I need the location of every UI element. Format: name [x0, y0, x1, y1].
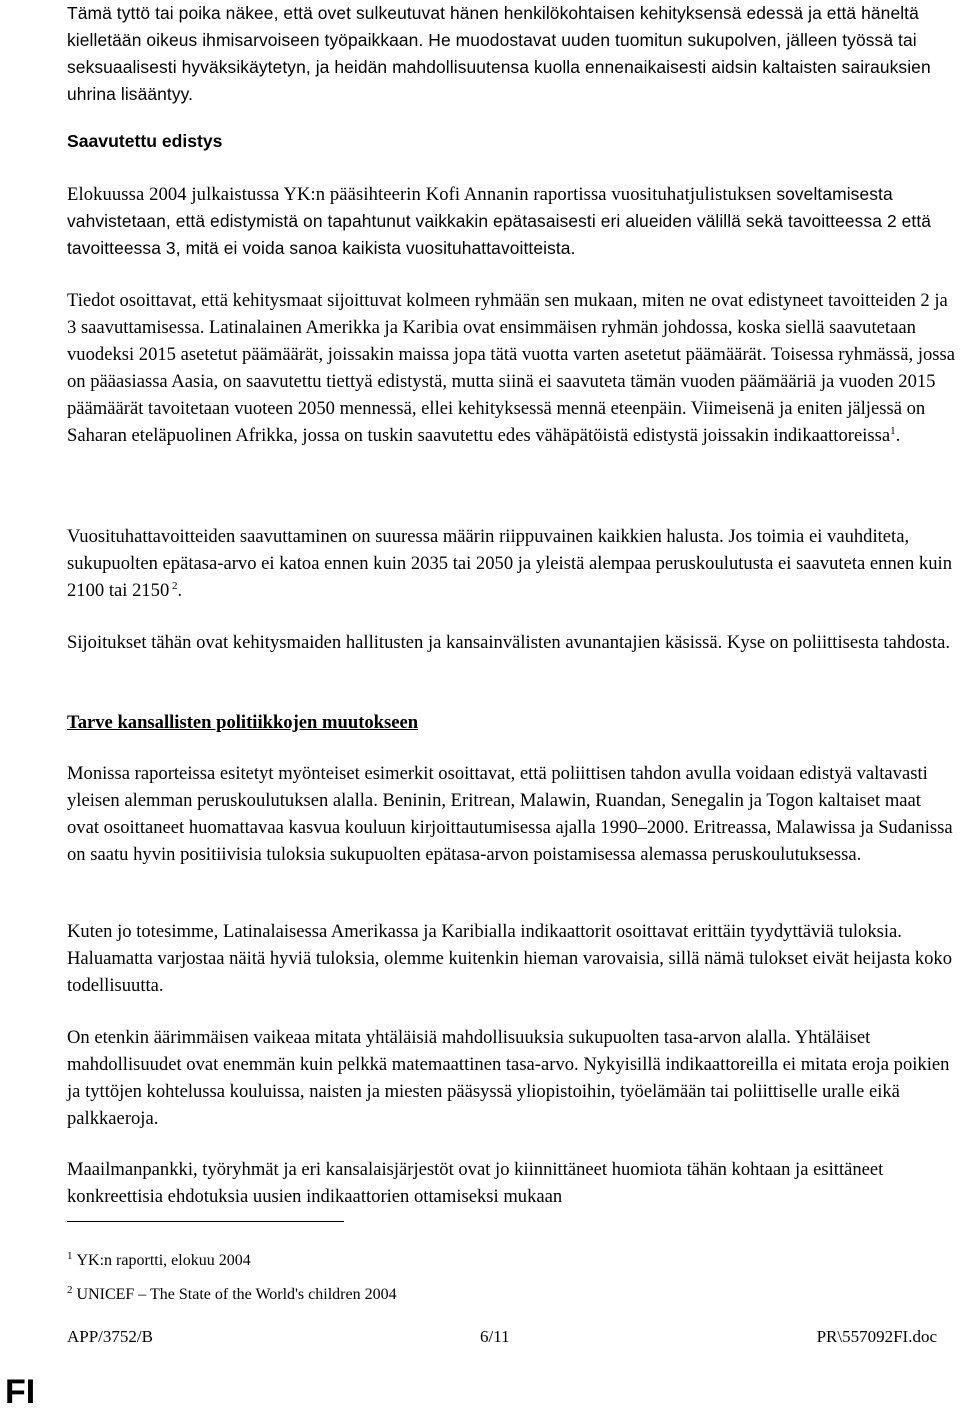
footnote-text: YK:n raportti, elokuu 2004 [76, 1252, 251, 1269]
progress-paragraph [67, 181, 957, 262]
progress-text-sans-2: välillä sekä tavoitteessa 2 että tavoitteessa 3, mitä ei voida sanoa kaikista vuosituhattavoitteista. [67, 211, 932, 258]
will-paragraph [67, 523, 957, 604]
examples-paragraph: Monissa raporteissa esitetyt myönteiset esimerkit osoittavat, että poliittisen tahdon avulla voidaan edistyä valtavasti yleisen alemman peruskoulutuksen alalla. Beninin, Eritrean, Malawin, Ruandan, Senegalin ja Togon kaltaiset maat ovat osoittaneet huomattavaa kasvua kouluun kirjoittautumisessa ajalla 1990–2000. Eritreassa, Malawissa ja Sudanissa on saatu hyvin positiivisia tuloksia sukupuolten epätasa-arvon poistamisessa alemassa peruskoulutuksessa. [67, 763, 953, 865]
section-heading-progress: Saavutettu edistys [67, 131, 223, 151]
footnote-1 [67, 1246, 251, 1271]
footnote-ref-1: 1 [890, 425, 896, 437]
will-text-end: . [177, 580, 183, 601]
footnote-ref-2: 2 [169, 580, 178, 592]
footnote-text: UNICEF – The State of the World's children 2004 [76, 1286, 397, 1303]
section-heading-policy: Tarve kansallisten politiikkojen muutokseen [67, 712, 419, 733]
progress-text-sans-1: soveltamisesta vahvistetaan, että edistymistä on tapahtunut vaikkakin epätasaisesti eri alueiden [67, 184, 893, 231]
world-bank-paragraph: Maailmanpankki, työryhmät ja eri kansalaisjärjestöt ovat jo kiinnittäneet huomiota tähän kohtaan ja esittäneet konkreettisia ehdotuksia uusien indikaattorien ottamiseksi mukaan [67, 1159, 884, 1207]
latin-america-paragraph: Kuten jo totesimme, Latinalaisessa Amerikassa ja Karibialla indikaattorit osoittavat erittäin tyydyttäviä tuloksia. Haluamatta varjostaa näitä hyviä tuloksia, olemme kuitenkin hieman varovaisia, sillä nämä tulokset eivät heijasta koko todellisuutta. [67, 921, 953, 996]
footer-page-number: 6/11 [480, 1327, 510, 1346]
footnote-2 [67, 1280, 397, 1305]
footer-doc-ref: APP/3752/B [67, 1327, 153, 1346]
footnote-separator [67, 1221, 344, 1222]
groups-text-end: . [895, 425, 901, 446]
footer-file-ref: PR\557092FI.doc [816, 1327, 937, 1346]
footnote-number: 2 [67, 1284, 73, 1296]
equal-opportunities-paragraph: On etenkin äärimmäisen vaikeaa mitata yhtäläisiä mahdollisuuksia sukupuolten tasa-arvon alalla. Yhtäläiset mahdollisuudet ovat enemmän kuin pelkkä matemaattinen tasa-arvo. Nykyisillä indikaattoreilla ei mitata eroja poikien ja tyttöjen kohtelussa kouluissa, naisten ja miesten pääsyssä yliopistoihin, työelämään tai poliittiselle uralle eikä palkkaeroja. [67, 1027, 950, 1129]
footnote-number: 1 [67, 1250, 73, 1262]
groups-text: Tiedot osoittavat, että kehitysmaat sijoittuvat kolmeen ryhmään sen mukaan, miten ne ovat edistyneet tavoitteiden 2 ja 3 saavuttamisessa. Latinalainen Amerikka ja Karibia ovat ensimmäisen ryhmän johdossa, koska siellä saavutetaan vuodeksi 2015 asetetut päämäärät, joissakin maissa jopa tätä vuotta varten asetetut päämäärät. Toisessa ryhmässä, jossa on pääasiassa Aasia, on saavutettu tiettyä edistystä, mutta siinä ei saavuteta tämän vuoden päämääriä ja vuoden 2015 päämäärät tavoitetaan vuoteen 2050 mennessä, ellei kehityksessä mennä eteenpäin. Viimeisenä ja eniten jäljessä on Saharan eteläpuolinen Afrikka, jossa on tuskin saavutettu edes vähäpätöistä edistystä joissakin indikaattoreissa [67, 290, 956, 446]
investment-paragraph: Sijoitukset tähän ovat kehitysmaiden hallitusten ja kansainvälisten avunantajien käsissä. Kyse on poliittisesta tahdosta. [67, 632, 951, 653]
will-text: Vuosituhattavoitteiden saavuttaminen on suuressa määrin riippuvainen kaikkien halusta. Jos toimia ei vauhditeta, sukupuolten epätasa-arvo ei katoa ennen kuin 2035 tai 2050 ja yleistä alempaa peruskoulutusta ei saavuteta ennen kuin 2100 tai 2150 [67, 526, 952, 601]
intro-paragraph: Tämä tyttö tai poika näkee, että ovet sulkeutuvat hänen henkilökohtaisen kehityksensä edessä ja että häneltä kielletään oikeus ihmisarvoiseen työpaikkaan. He muodostavat uuden tuomitun sukupolven, jälleen työssä tai seksuaalisesti hyväksikäytetyn, ja heidän mahdollisuutensa kuolla ennenaikaisesti aidsin kaltaisten sairauksien uhrina lisääntyy. [67, 3, 931, 104]
language-code: FI [5, 1373, 36, 1411]
progress-text-serif: Elokuussa 2004 julkaistussa YK:n pääsihteerin Kofi Annanin raportissa vuosituhatjulistuksen [67, 184, 777, 205]
groups-paragraph [67, 287, 957, 449]
